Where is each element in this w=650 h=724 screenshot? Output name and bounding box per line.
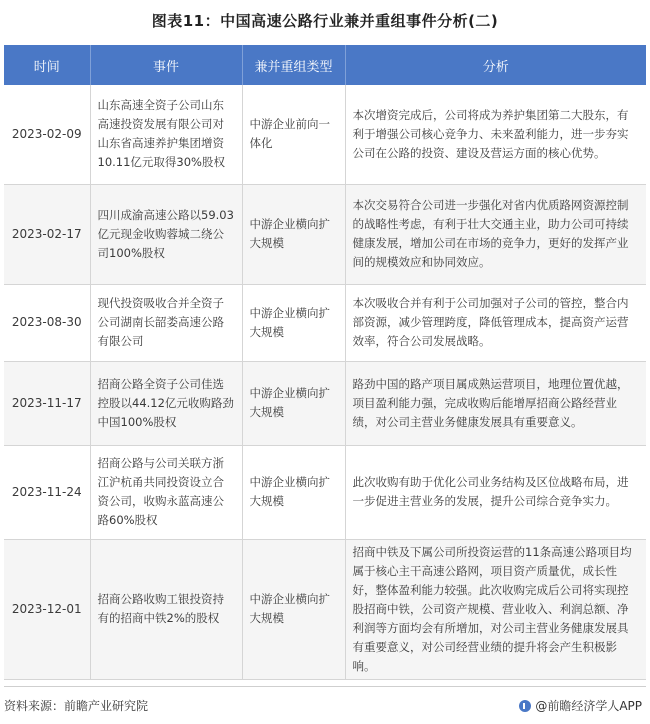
row-date: 2023-02-09 <box>4 85 90 184</box>
row-date: 2023-02-17 <box>4 184 90 284</box>
row-event: 现代投资吸收合并全资子公司湖南长韶娄高速公路有限公司 <box>90 284 242 361</box>
row-event: 四川成渝高速公路以59.03亿元现金收购蓉城二绕公司100%股权 <box>90 184 242 284</box>
row-event: 招商公路全资子公司佳选控股以44.12亿元收购路劲中国100%股权 <box>90 361 242 445</box>
row-analysis: 本次交易符合公司进一步强化对省内优质路网资源控制的战略性考虑，有利于壮大交通主业，助力公司可持续健康发展，增加公司在市场的竞争力，更好的发挥产业间的规模效应和协同效应。 <box>345 184 646 284</box>
table-row <box>4 539 646 679</box>
row-analysis: 路劲中国的路产项目属成熟运营项目，地理位置优越，项目盈利能力强，完成收购后能增厚招商公路经营业绩，对公司主营业务健康发展具有重要意义。 <box>345 361 646 445</box>
brand-text: @前瞻经济学人APP <box>535 699 642 713</box>
row-event: 山东高速全资子公司山东高速投资发展有限公司对山东省高速养护集团增资10.11亿元取得30%股权 <box>90 85 242 184</box>
table-row <box>4 85 646 184</box>
header-analysis: 分析 <box>345 45 646 85</box>
table-row <box>4 445 646 539</box>
row-analysis: 本次增资完成后，公司将成为养护集团第二大股东，有利于增强公司核心竞争力、未来盈利能力，进一步夯实公司在公路的投资、建设及营运方面的核心优势。 <box>345 85 646 184</box>
header-type: 兼并重组类型 <box>242 45 345 85</box>
events-table-container <box>4 45 646 680</box>
brand-credit <box>519 697 642 714</box>
row-type: 中游企业横向扩大规模 <box>242 445 345 539</box>
header-event: 事件 <box>90 45 242 85</box>
page-title: 图表11：中国高速公路行业兼并重组事件分析(二) <box>151 12 499 30</box>
events-table <box>4 45 646 680</box>
footer-divider <box>4 686 646 687</box>
table-row <box>4 184 646 284</box>
table-row <box>4 361 646 445</box>
source-note: 资料来源：前瞻产业研究院 <box>4 699 149 713</box>
table-row <box>4 284 646 361</box>
row-type: 中游企业横向扩大规模 <box>242 184 345 284</box>
qianzhan-logo-icon <box>519 700 531 712</box>
footer <box>0 694 650 716</box>
row-event: 招商公路收购工银投资持有的招商中铁2%的股权 <box>90 539 242 679</box>
row-type: 中游企业横向扩大规模 <box>242 284 345 361</box>
row-type: 中游企业横向扩大规模 <box>242 539 345 679</box>
row-type: 中游企业横向扩大规模 <box>242 361 345 445</box>
row-date: 2023-11-17 <box>4 361 90 445</box>
row-event: 招商公路与公司关联方浙江沪杭甬共同投资设立合资公司，收购永蓝高速公路60%股权 <box>90 445 242 539</box>
row-type: 中游企业前向一体化 <box>242 85 345 184</box>
table-header-row <box>4 45 646 85</box>
header-date: 时间 <box>4 45 90 85</box>
row-date: 2023-11-24 <box>4 445 90 539</box>
row-analysis: 本次吸收合并有利于公司加强对子公司的管控，整合内部资源，减少管理跨度，降低管理成本，提高资产运营效率，符合公司发展战略。 <box>345 284 646 361</box>
row-date: 2023-12-01 <box>4 539 90 679</box>
row-date: 2023-08-30 <box>4 284 90 361</box>
row-analysis: 此次收购有助于优化公司业务结构及区位战略布局，进一步促进主营业务的发展，提升公司综合竞争实力。 <box>345 445 646 539</box>
row-analysis: 招商中铁及下属公司所投资运营的11条高速公路项目均属于核心主干高速公路网，项目资产质量优，成长性好，整体盈利能力较强。此次收购完成后公司将实现控股招商中铁，公司资产规模、营业收入、利润总额、净利润等方面均会有所增加，对公司主营业务健康发展具有重要意义，对公司经营业绩的提升将会产生积极影响。 <box>345 539 646 679</box>
